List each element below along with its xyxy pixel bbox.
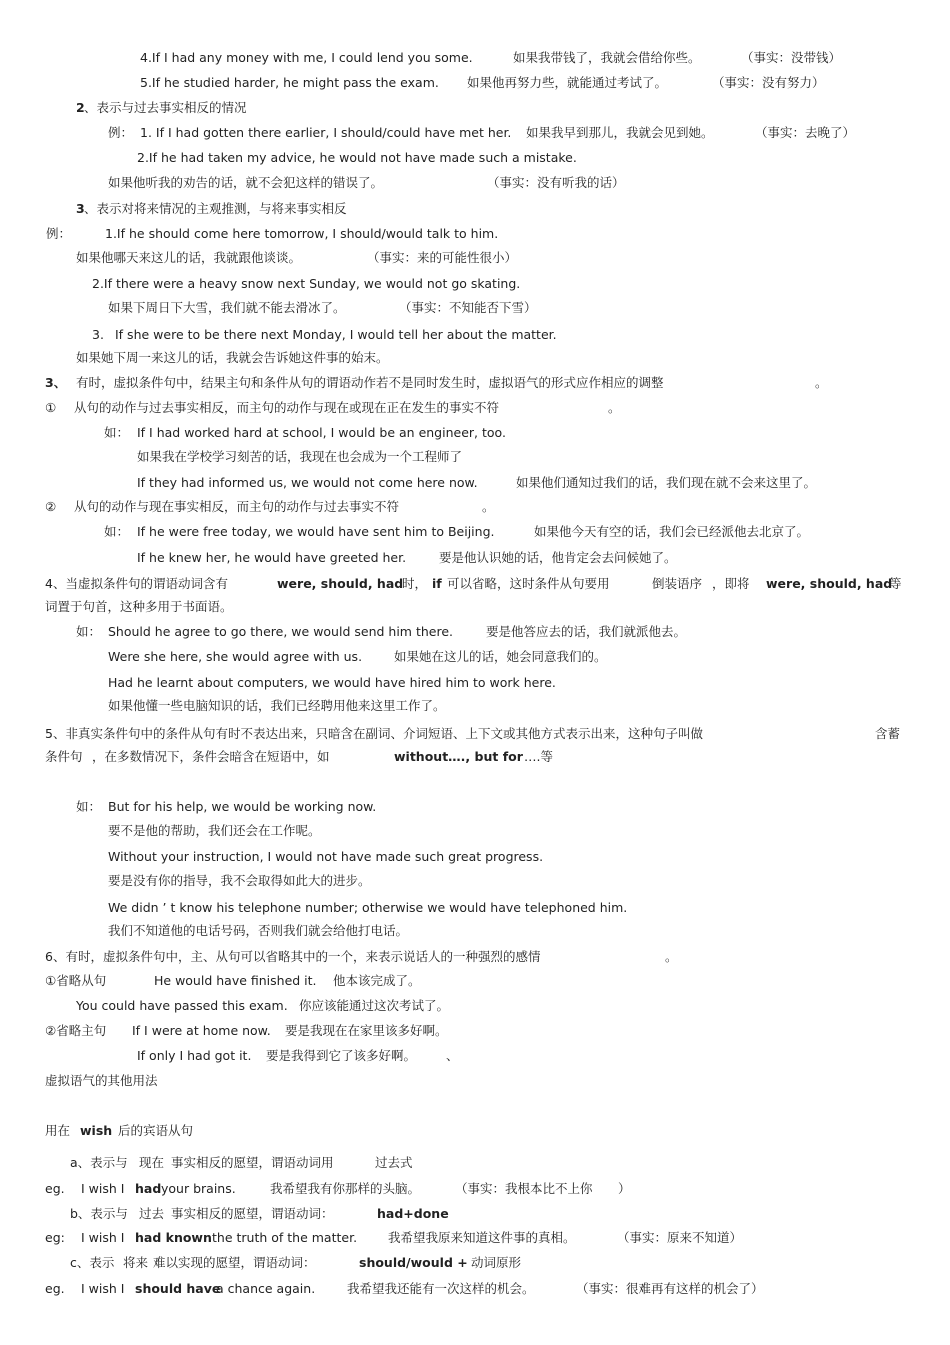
chinese-translation: 如果我在学校学习刻苦的话，我现在也会成为一个工程师了 (137, 449, 463, 464)
keyword: wish (80, 1123, 113, 1138)
heading-text: 可以省略，这时条件从句要用 (447, 576, 610, 591)
example-label: 如： (76, 799, 102, 814)
fact-note: （事实：没有听我的话） (487, 175, 625, 190)
list-number: 3. (92, 327, 104, 342)
heading-text: 等 (889, 576, 902, 591)
english-sentence: 1. If I had gotten there earlier, I should/could have met her. (140, 125, 512, 140)
chinese-translation: 如果他哪天来这儿的话，我就跟他谈谈。 (76, 250, 302, 265)
rule-text: ②省略主句 (45, 1023, 107, 1038)
chinese-translation: 如果下周日下大雪，我们就不能去滑冰了。 (108, 300, 346, 315)
english-sentence: 4.If I had any money with me, I could lend you some. (140, 50, 473, 65)
rule-text: 从句的动作与过去事实相反，而主句的动作与现在或现在正在发生的事实不符 (74, 400, 500, 415)
heading-text: 、表示与过去事实相反的情况 (84, 100, 247, 115)
chinese-translation: 你应该能通过这次考试了。 (299, 998, 450, 1013)
example-label: 例： (46, 226, 72, 241)
fact-note: （事实：很难再有这样的机会了） (576, 1281, 764, 1296)
rule-text: 事实相反的愿望，谓语动词： (171, 1206, 334, 1221)
english-sentence: 1.If he should come here tomorrow, I should/would talk to him. (105, 226, 499, 241)
heading-text: 条件句 (45, 749, 83, 764)
keyword: should have (135, 1281, 221, 1296)
heading-number: 3 (76, 201, 85, 216)
english-sentence: You could have passed this exam. (76, 998, 288, 1013)
eg-label: eg: (45, 1230, 65, 1245)
keyword: had (135, 1181, 162, 1196)
english-sentence: the truth of the matter. (212, 1230, 358, 1245)
rule-text: 从句的动作与现在事实相反，而主句的动作与过去事实不符 (74, 499, 400, 514)
english-sentence: If I were at home now. (132, 1023, 271, 1038)
heading-text: 5、非真实条件句中的条件从句有时不表达出来，只暗含在副词、介词短语、上下文或其他方式表示出来，这种句子叫做 (45, 726, 703, 741)
english-sentence: Without your instruction, I would not have made such great progress. (108, 849, 544, 864)
rule-text: 过去式 (375, 1155, 413, 1170)
english-sentence: If he knew her, he would have greeted her. (137, 550, 407, 565)
heading-text: 倒装语序 (652, 576, 703, 591)
keyword: had+done (377, 1206, 449, 1221)
eg-label: eg. (45, 1181, 65, 1196)
english-sentence: If she were to be there next Monday, I would tell her about the matter. (115, 327, 557, 342)
keyword: should/would + (359, 1255, 468, 1270)
keyword: had known (135, 1230, 212, 1245)
rule-text: ①省略从句 (45, 973, 107, 988)
punctuation: 、 (446, 1048, 459, 1063)
chinese-translation: 如果他听我的劝告的话，就不会犯这样的错误了。 (108, 175, 384, 190)
chinese-translation: 如果我带钱了，我就会借给你些。 (513, 50, 701, 65)
eg-label: eg. (45, 1281, 65, 1296)
rule-text: 将来 (123, 1255, 149, 1270)
fact-note: （事实：我根本比不上你 (455, 1181, 593, 1196)
chinese-translation: 如果我早到那儿，我就会见到她。 (526, 125, 714, 140)
rule-text: 过去 (139, 1206, 165, 1221)
english-sentence: Had he learnt about computers, we would have hired him to work here. (108, 675, 556, 690)
english-sentence: 2.If he had taken my advice, he would not have made such a mistake. (137, 150, 577, 165)
chinese-translation: 要是我得到它了该多好啊。 (266, 1048, 417, 1063)
english-sentence: If he were free today, we would have sent him to Beijing. (137, 524, 495, 539)
heading-text: 、表示对将来情况的主观推测，与将来事实相反 (84, 201, 347, 216)
english-sentence: We didn ’ t know his telephone number; otherwise we would have telephoned him. (108, 900, 628, 915)
english-sentence: Were she here, she would agree with us. (108, 649, 363, 664)
english-sentence: I wish I (81, 1230, 125, 1245)
chinese-translation: 要是我现在在家里该多好啊。 (285, 1023, 448, 1038)
keyword: were, should, had (277, 576, 404, 591)
circled-number: ② (45, 499, 57, 514)
example-label: 例： (108, 125, 134, 140)
rule-text: b、表示与 (70, 1206, 128, 1221)
rule-text: 现在 (139, 1155, 165, 1170)
english-sentence: If they had informed us, we would not come here now. (137, 475, 478, 490)
english-sentence: I wish I (81, 1281, 125, 1296)
rule-text: c、表示 (70, 1255, 115, 1270)
english-sentence: He would have finished it. (154, 973, 317, 988)
chinese-translation: 要是没有你的指导，我不会取得如此大的进步。 (108, 873, 371, 888)
punctuation: 。 (482, 499, 495, 514)
fact-note: （事实：不知能否下雪） (399, 300, 537, 315)
english-sentence: Should he agree to go there, we would send him there. (108, 624, 453, 639)
chinese-translation: 如果他懂一些电脑知识的话，我们已经聘用他来这里工作了。 (108, 698, 446, 713)
punctuation: 。 (608, 400, 621, 415)
heading-text: 时， (402, 576, 428, 591)
keyword: were, should, had (766, 576, 893, 591)
fact-note: （事实：原来不知道） (617, 1230, 743, 1245)
heading-text: 后的宾语从句 (118, 1123, 194, 1138)
heading-text: 含蓄 (875, 726, 901, 741)
rule-text: 难以实现的愿望，谓语动词： (153, 1255, 316, 1270)
chinese-translation: 要是他答应去的话，我们就派他去。 (486, 624, 687, 639)
heading-text: 词置于句首，这种多用于书面语。 (45, 599, 233, 614)
heading-text: 虚拟语气的其他用法 (45, 1073, 158, 1088)
fact-note: （事实：没带钱） (741, 50, 842, 65)
chinese-translation: 要是他认识她的话，他肯定会去问候她了。 (439, 550, 677, 565)
heading-text: ，在多数情况下，条件会暗含在短语中，如 (92, 749, 330, 764)
fact-note: ） (618, 1181, 631, 1196)
chinese-translation: 如果他今天有空的话，我们会已经派他去北京了。 (534, 524, 810, 539)
heading-number: 2 (76, 100, 85, 115)
chinese-translation: 我希望我有你那样的头脑。 (270, 1181, 421, 1196)
english-sentence: 2.If there were a heavy snow next Sunday, we would not go skating. (92, 276, 521, 291)
fact-note: （事实：没有努力） (712, 75, 825, 90)
heading-text: ，即将 (712, 576, 750, 591)
keyword: without…., but for (394, 749, 523, 764)
rule-text: a、表示与 (70, 1155, 128, 1170)
heading-number: 3、 (45, 375, 67, 390)
punctuation: 。 (665, 949, 678, 964)
english-sentence: If I had worked hard at school, I would be an engineer, too. (137, 425, 506, 440)
heading-text: 有时，虚拟条件句中，结果主句和条件从句的谓语动作若不是同时发生时，虚拟语气的形式应作相应的调整 (76, 375, 664, 390)
heading-text: 用在 (45, 1123, 71, 1138)
heading-text: 6、有时，虚拟条件句中，主、从句可以省略其中的一个，来表示说话人的一种强烈的感情 (45, 949, 541, 964)
chinese-translation: 我希望我原来知道这件事的真相。 (388, 1230, 576, 1245)
rule-text: 事实相反的愿望，谓语动词用 (171, 1155, 334, 1170)
example-label: 如： (76, 624, 102, 639)
chinese-translation: 如果他们通知过我们的话，我们现在就不会来这里了。 (516, 475, 817, 490)
heading-text: 4、当虚拟条件句的谓语动词含有 (45, 576, 228, 591)
english-sentence: But for his help, we would be working now. (108, 799, 377, 814)
chinese-translation: 如果她下周一来这儿的话，我就会告诉她这件事的始末。 (76, 350, 389, 365)
punctuation: 。 (815, 375, 828, 390)
circled-number: ① (45, 400, 57, 415)
english-sentence: a chance again. (216, 1281, 316, 1296)
english-sentence: your brains. (161, 1181, 236, 1196)
chinese-translation: 我们不知道他的电话号码，否则我们就会给他打电话。 (108, 923, 409, 938)
chinese-translation: 如果他再努力些，就能通过考试了。 (467, 75, 668, 90)
keyword: if (432, 576, 442, 591)
english-sentence: I wish I (81, 1181, 125, 1196)
example-label: 如： (104, 524, 130, 539)
english-sentence: If only I had got it. (137, 1048, 252, 1063)
example-label: 如： (104, 425, 130, 440)
rule-text: 动词原形 (471, 1255, 522, 1270)
chinese-translation: 要不是他的帮助，我们还会在工作呢。 (108, 823, 321, 838)
chinese-translation: 他本该完成了。 (333, 973, 421, 988)
fact-note: （事实：去晚了） (755, 125, 856, 140)
fact-note: （事实：来的可能性很小） (367, 250, 518, 265)
heading-text: ….等 (524, 749, 553, 764)
chinese-translation: 我希望我还能有一次这样的机会。 (347, 1281, 535, 1296)
english-sentence: 5.If he studied harder, he might pass the exam. (140, 75, 439, 90)
chinese-translation: 如果她在这儿的话，她会同意我们的。 (394, 649, 607, 664)
